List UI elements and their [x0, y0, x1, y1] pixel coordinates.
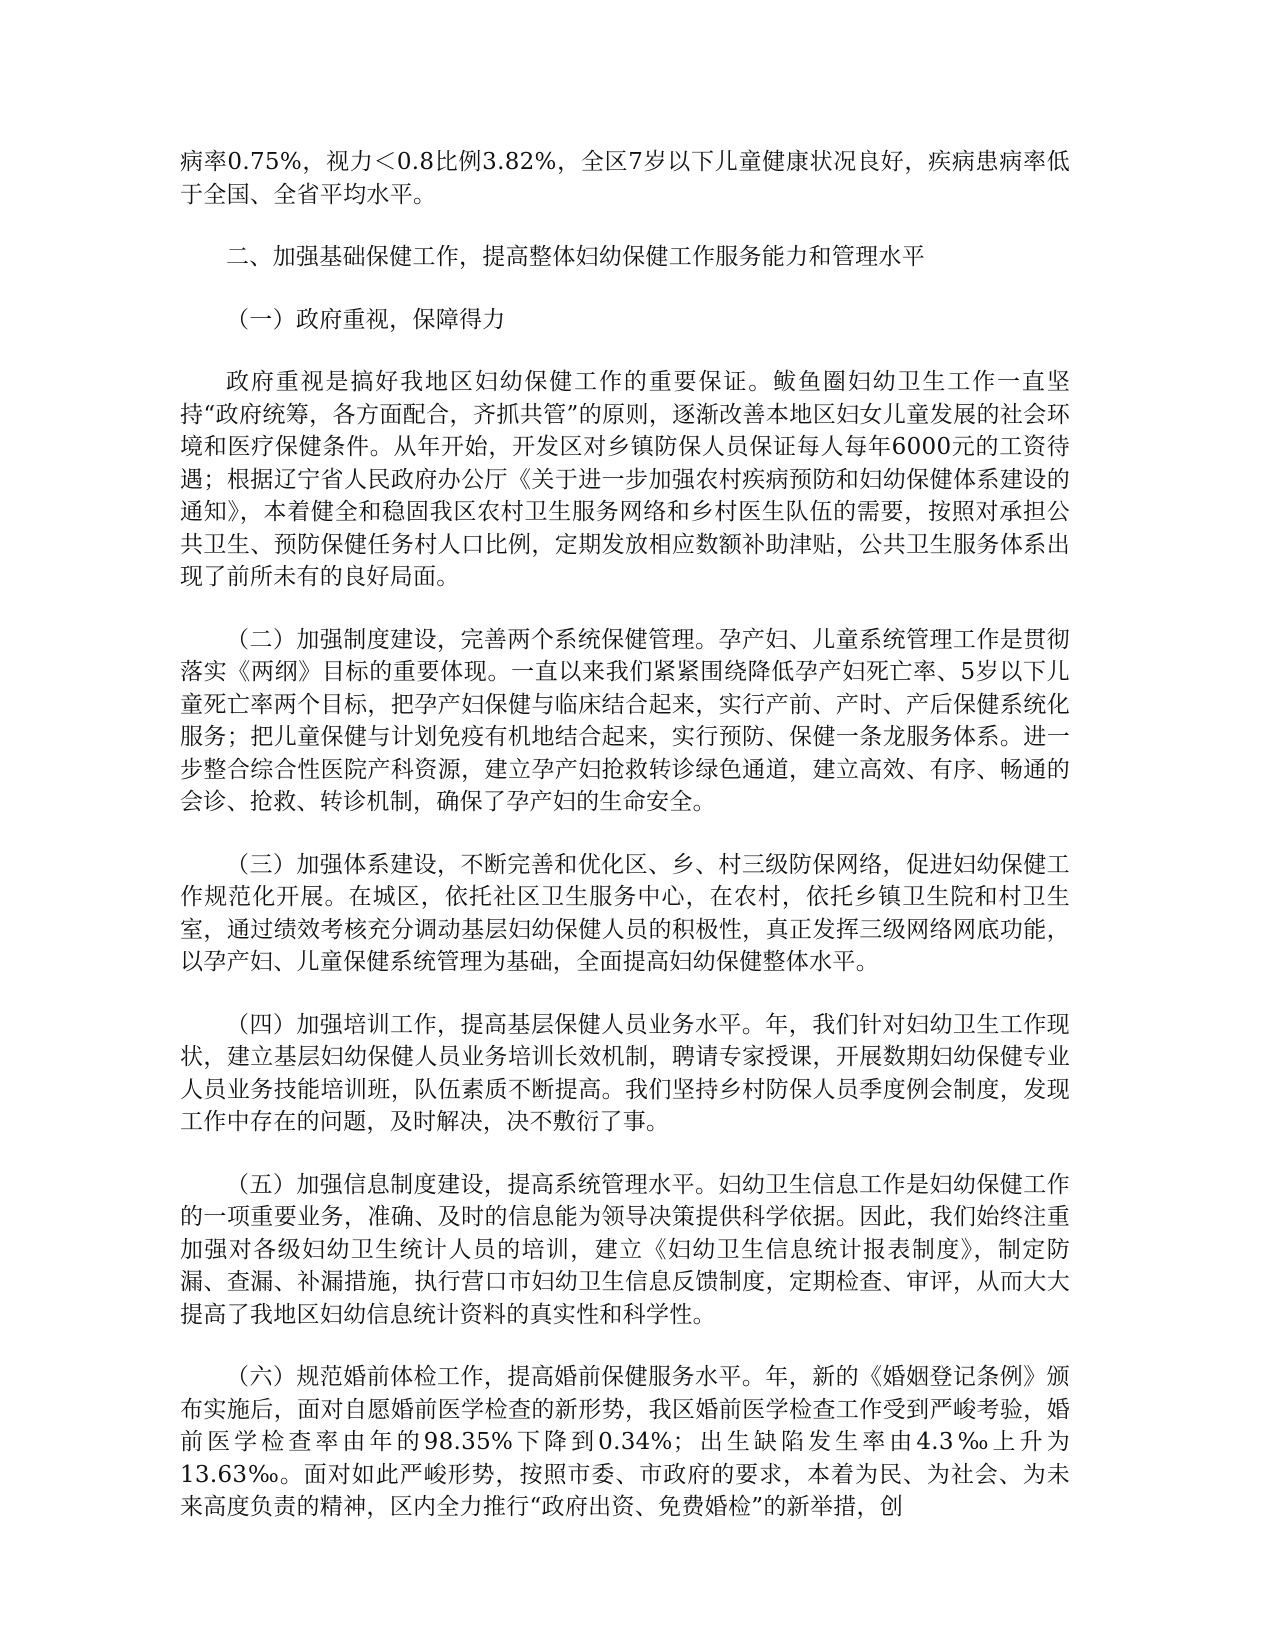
paragraph-training: （四）加强培训工作，提高基层保健人员业务水平。年，我们针对妇幼卫生工作现状，建立基层妇幼保健人员业务培训长效机制，聘请专家授课，开展数期妇幼保健专业人员业务技能培训班，队伍素质不断提高。我们坚持乡村防保人员季度例会制度，发现工作中存在的问题，及时解决，决不敷衍了事。 — [180, 1011, 1070, 1135]
paragraph-information: （五）加强信息制度建设，提高系统管理水平。妇幼卫生信息工作是妇幼保健工作的一项重要业务，准确、及时的信息能为领导决策提供科学依据。因此，我们始终注重加强对各级妇幼卫生统计人员的培训，建立《妇幼卫生信息统计报表制度》，制定防漏、查漏、补漏措施，执行营口市妇幼卫生信息反馈制度，定期检查、审评，从而大大提高了我地区妇幼信息统计资料的真实性和科学性。 — [180, 1171, 1070, 1328]
paragraph-premarital-check: （六）规范婚前体检工作，提高婚前保健服务水平。年，新的《婚姻登记条例》颁布实施后，面对自愿婚前医学检查的新形势，我区婚前医学检查工作受到严峻考验，婚前医学检查率由年的98.35%下降到0.34%；出生缺陷发生率由4.3‰上升为13.63‰。面对如此严峻形势，按照市委、市政府的要求，本着为民、为社会、为未来高度负责的精神，区内全力推行“政府出资、免费婚检”的新举措，创 — [180, 1364, 1070, 1520]
document-page — [180, 146, 1070, 1554]
paragraph-network-building: （三）加强体系建设，不断完善和优化区、乡、村三级防保网络，促进妇幼保健工作规范化开展。在城区，依托社区卫生服务中心，在农村，依托乡镇卫生院和村卫生室，通过绩效考核充分调动基层妇幼保健人员的积极性，真正发挥三级网络网底功能，以孕产妇、儿童保健系统管理为基础，全面提高妇幼保健整体水平。 — [180, 851, 1070, 975]
section-heading-2: 二、加强基础保健工作，提高整体妇幼保健工作服务能力和管理水平 — [226, 244, 925, 270]
subheading-1: （一）政府重视，保障得力 — [226, 306, 506, 333]
paragraph-system-building: （二）加强制度建设，完善两个系统保健管理。孕产妇、儿童系统管理工作是贯彻落实《两纲》目标的重要体现。一直以来我们紧紧围绕降低孕产妇死亡率、5岁以下儿童死亡率两个目标，把孕产妇保健与临床结合起来，实行产前、产时、产后保健系统化服务；把儿童保健与计划免疫有机地结合起来，实行预防、保健一条龙服务体系。进一步整合综合性医院产科资源，建立孕产妇抢救转诊绿色通道，建立高效、有序、畅通的会诊、抢救、转诊机制，确保了孕产妇的生命安全。 — [180, 626, 1070, 815]
paragraph-government-support: 政府重视是搞好我地区妇幼保健工作的重要保证。鲅鱼圈妇幼卫生工作一直坚持“政府统筹，各方面配合，齐抓共管”的原则，逐渐改善本地区妇女儿童发展的社会环境和医疗保健条件。从年开始，开发区对乡镇防保人员保证每人每年6000元的工资待遇；根据辽宁省人民政府办公厅《关于进一步加强农村疾病预防和妇幼保健体系建设的通知》，本着健全和稳固我区农村卫生服务网络和乡村医生队伍的需要，按照对承担公共卫生、预防保健任务村人口比例，定期发放相应数额补助津贴，公共卫生服务体系出现了前所未有的良好局面。 — [180, 369, 1070, 590]
paragraph-continuation: 病率0.75%，视力＜0.8比例3.82%，全区7岁以下儿童健康状况良好，疾病患病率低于全国、全省平均水平。 — [180, 149, 1070, 208]
